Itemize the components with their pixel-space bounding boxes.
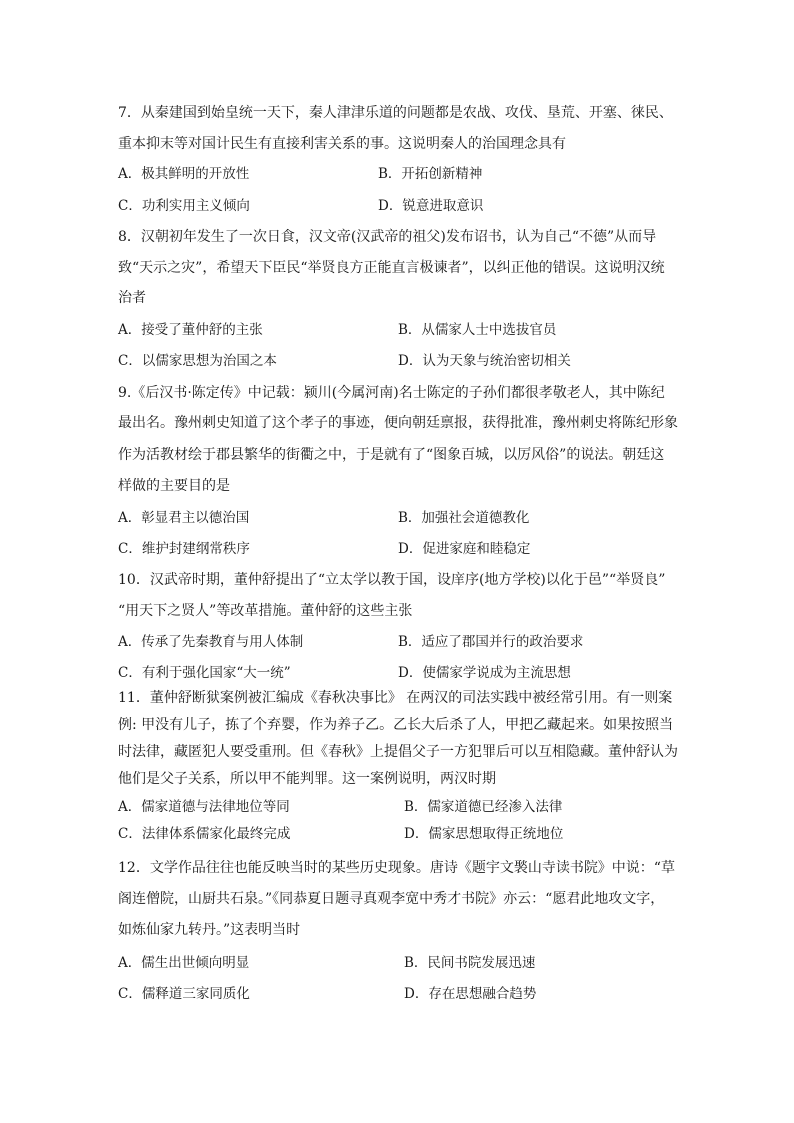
question-12-line-3: 如炼仙家九转丹。”这表明当时 <box>118 922 301 938</box>
question-10-option-a[interactable]: A．传承了先秦教育与用人体制 <box>118 634 304 650</box>
question-8-line-2: 致“天示之灾”，希望天下臣民“举贤良方正能直言极谏者”，以纠正他的错误。这说明汉统 <box>118 260 665 276</box>
question-10-option-d[interactable]: D．使儒家学说成为主流思想 <box>398 665 571 681</box>
question-11-line-4: 他们是父子关系，所以甲不能判罪。这一案例说明，两汉时期 <box>118 771 496 787</box>
question-8-option-d[interactable]: D．认为天象与统治密切相关 <box>398 353 571 369</box>
question-8-line-1: 8．汉朝初年发生了一次日食，汉文帝(汉武帝的祖父)发布诏书，认为自己“不德”从而导 <box>118 229 657 245</box>
question-10-option-c[interactable]: C．有利于强化国家“大一统” <box>118 665 291 681</box>
question-11-option-c[interactable]: C．法律体系儒家化最终完成 <box>118 826 291 842</box>
question-11-line-2: 例: 甲没有儿子，拣了个弃婴，作为养子乙。乙长大后杀了人，甲把乙藏起来。如果按照当 <box>118 717 674 733</box>
question-7-option-a[interactable]: A．极其鲜明的开放性 <box>118 166 250 182</box>
question-10-line-2: “用天下之贤人”等改革措施。董仲舒的这些主张 <box>118 603 413 619</box>
question-12-line-1: 12．文学作品往往也能反映当时的某些历史现象。唐诗《题宇文褧山寺读书院》中说：“草 <box>118 860 675 876</box>
question-8-line-3: 治者 <box>118 290 146 306</box>
question-12-option-a[interactable]: A．儒生出世倾向明显 <box>118 955 250 971</box>
question-9-line-4: 样做的主要目的是 <box>118 478 230 494</box>
question-7-option-b[interactable]: B．开拓创新精神 <box>378 166 483 182</box>
question-7-option-c[interactable]: C．功利实用主义倾向 <box>118 198 250 214</box>
question-9-option-b[interactable]: B．加强社会道德教化 <box>398 510 530 526</box>
question-11-line-3: 时法律，藏匿犯人要受重刑。但《春秋》上提倡父子一方犯罪后可以互相隐藏。董仲舒认为 <box>118 744 678 760</box>
question-9-option-a[interactable]: A．彰显君主以德治国 <box>118 510 250 526</box>
question-11-option-a[interactable]: A．儒家道德与法律地位等同 <box>118 799 290 815</box>
question-8-option-c[interactable]: C．以儒家思想为治国之本 <box>118 353 277 369</box>
question-9-option-c[interactable]: C．维护封建纲常秩序 <box>118 541 250 557</box>
question-7-option-d[interactable]: D．锐意进取意识 <box>378 198 484 214</box>
question-12-option-c[interactable]: C．儒释道三家同质化 <box>118 986 250 1002</box>
question-12-option-d[interactable]: D．存在思想融合趋势 <box>404 986 537 1002</box>
question-7-line-1: 7．从秦建国到始皇统一天下，秦人津津乐道的问题都是农战、攻伐、垦荒、开塞、徕民、 <box>118 105 673 121</box>
question-10-line-1: 10．汉武帝时期，董仲舒提出了“立太学以教于国，设庠序(地方学校)以化于邑”“举贤良” <box>118 572 666 588</box>
question-12-option-b[interactable]: B．民间书院发展迅速 <box>404 955 536 971</box>
question-9-option-d[interactable]: D．促进家庭和睦稳定 <box>398 541 531 557</box>
question-10-option-b[interactable]: B．适应了郡国并行的政治要求 <box>398 634 584 650</box>
question-9-line-3: 作为活教材绘于郡县繁华的街衢之中，于是就有了“图象百城，以厉风俗”的说法。朝廷这 <box>118 447 665 463</box>
question-8-option-b[interactable]: B．从儒家人士中选拔官员 <box>398 322 557 338</box>
question-12-line-2: 阁连僧院，山厨共石泉。”《同恭夏日题寻真观李宽中秀才书院》亦云：“愿君此地攻文字， <box>118 891 665 907</box>
question-11-option-b[interactable]: B．儒家道德已经渗入法律 <box>404 799 563 815</box>
question-11-line-1: 11．董仲舒断狱案例被汇编成《春秋决事比》 在两汉的司法实践中被经常引用。有一则案 <box>118 690 673 706</box>
question-9-line-2: 最出名。豫州刺史知道了这个孝子的事迹，便向朝廷禀报，获得批准，豫州刺史将陈纪形象 <box>118 415 678 431</box>
question-11-option-d[interactable]: D．儒家思想取得正统地位 <box>404 826 564 842</box>
question-7-line-2: 重本抑末等对国计民生有直接利害关系的事。这说明秦人的治国理念具有 <box>118 136 566 152</box>
question-9-line-1: 9.《后汉书·陈定传》中记载：颍川(今属河南)名士陈定的子孙们都很孝敬老人，其中陈纪 <box>118 385 665 401</box>
question-8-option-a[interactable]: A．接受了董仲舒的主张 <box>118 322 263 338</box>
